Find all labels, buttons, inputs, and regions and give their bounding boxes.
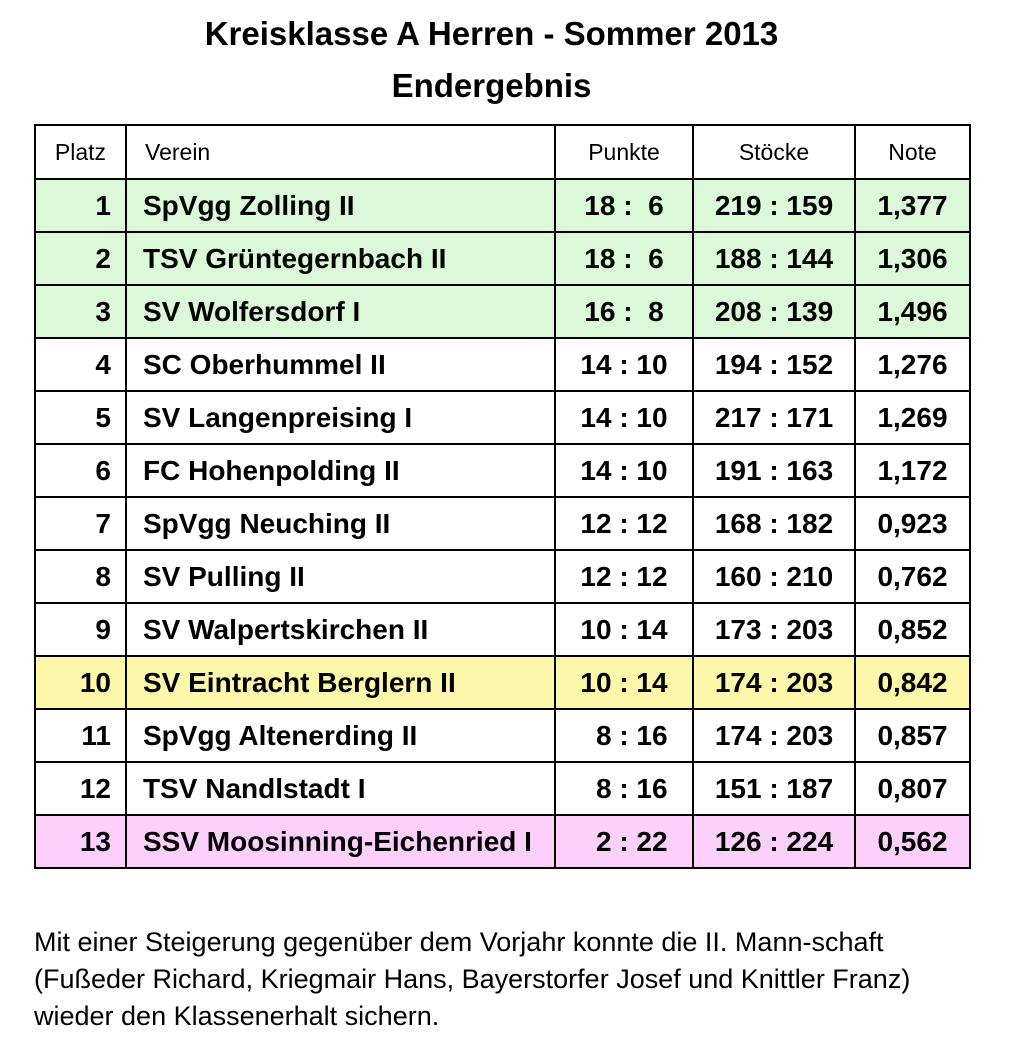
cell-verein: FC Hohenpolding II (126, 444, 555, 497)
cell-stoecke: 191 : 163 (693, 444, 855, 497)
table-row (35, 709, 970, 762)
cell-verein: SpVgg Zolling II (126, 179, 555, 232)
standings-table (34, 124, 971, 869)
table-row (35, 444, 970, 497)
cell-punkte: 18 : 6 (555, 232, 693, 285)
cell-stoecke: 168 : 182 (693, 497, 855, 550)
cell-platz: 12 (35, 762, 126, 815)
cell-platz: 6 (35, 444, 126, 497)
cell-verein: SpVgg Neuching II (126, 497, 555, 550)
cell-note: 1,496 (855, 285, 970, 338)
cell-platz: 8 (35, 550, 126, 603)
cell-note: 0,842 (855, 656, 970, 709)
cell-note: 0,852 (855, 603, 970, 656)
table-row (35, 815, 970, 868)
page-title: Kreisklasse A Herren - Sommer 2013 (204, 15, 779, 52)
cell-platz: 2 (35, 232, 126, 285)
cell-note: 1,172 (855, 444, 970, 497)
cell-stoecke: 208 : 139 (693, 285, 855, 338)
cell-stoecke: 188 : 144 (693, 232, 855, 285)
cell-platz: 4 (35, 338, 126, 391)
table-row (35, 179, 970, 232)
table-row (35, 656, 970, 709)
cell-stoecke: 126 : 224 (693, 815, 855, 868)
cell-note: 1,269 (855, 391, 970, 444)
header-platz: Platz (35, 125, 126, 179)
cell-platz: 10 (35, 656, 126, 709)
cell-platz: 11 (35, 709, 126, 762)
cell-platz: 9 (35, 603, 126, 656)
cell-note: 1,377 (855, 179, 970, 232)
table-row (35, 603, 970, 656)
cell-punkte: 10 : 14 (555, 603, 693, 656)
cell-punkte: 18 : 6 (555, 179, 693, 232)
cell-stoecke: 173 : 203 (693, 603, 855, 656)
cell-punkte: 12 : 12 (555, 550, 693, 603)
cell-punkte: 2 : 22 (555, 815, 693, 868)
footer-note: Mit einer Steigerung gegenüber dem Vorjahr konnte die II. Mann-schaft (Fußeder Richard, Kriegmair Hans, Bayerstorfer Josef und Knittler Franz) wieder den Klassenerhalt sichern. (34, 927, 911, 1031)
cell-note: 0,562 (855, 815, 970, 868)
cell-verein: SpVgg Altenerding II (126, 709, 555, 762)
header-punkte: Punkte (555, 125, 693, 179)
cell-stoecke: 160 : 210 (693, 550, 855, 603)
page-subtitle: Endergebnis (391, 67, 592, 104)
cell-platz: 3 (35, 285, 126, 338)
cell-punkte: 8 : 16 (555, 762, 693, 815)
cell-stoecke: 174 : 203 (693, 656, 855, 709)
cell-punkte: 14 : 10 (555, 391, 693, 444)
table-row (35, 550, 970, 603)
cell-stoecke: 194 : 152 (693, 338, 855, 391)
cell-note: 0,807 (855, 762, 970, 815)
header-note: Note (855, 125, 970, 179)
cell-verein: SV Pulling II (126, 550, 555, 603)
cell-punkte: 16 : 8 (555, 285, 693, 338)
cell-verein: TSV Nandlstadt I (126, 762, 555, 815)
table-row (35, 232, 970, 285)
cell-note: 0,762 (855, 550, 970, 603)
cell-verein: SV Wolfersdorf I (126, 285, 555, 338)
cell-stoecke: 174 : 203 (693, 709, 855, 762)
table-row (35, 338, 970, 391)
cell-verein: SSV Moosinning-Eichenried I (126, 815, 555, 868)
cell-stoecke: 219 : 159 (693, 179, 855, 232)
header-stoecke: Stöcke (693, 125, 855, 179)
table-row (35, 497, 970, 550)
cell-note: 0,923 (855, 497, 970, 550)
table-row (35, 285, 970, 338)
cell-platz: 13 (35, 815, 126, 868)
cell-punkte: 10 : 14 (555, 656, 693, 709)
cell-note: 1,276 (855, 338, 970, 391)
cell-verein: SV Walpertskirchen II (126, 603, 555, 656)
cell-platz: 7 (35, 497, 126, 550)
cell-verein: SV Eintracht Berglern II (126, 656, 555, 709)
table-header-row (35, 125, 970, 179)
cell-punkte: 8 : 16 (555, 709, 693, 762)
cell-note: 0,857 (855, 709, 970, 762)
cell-stoecke: 217 : 171 (693, 391, 855, 444)
cell-platz: 1 (35, 179, 126, 232)
table-row (35, 391, 970, 444)
cell-punkte: 14 : 10 (555, 444, 693, 497)
cell-verein: SV Langenpreising I (126, 391, 555, 444)
cell-platz: 5 (35, 391, 126, 444)
cell-punkte: 12 : 12 (555, 497, 693, 550)
cell-verein: SC Oberhummel II (126, 338, 555, 391)
cell-stoecke: 151 : 187 (693, 762, 855, 815)
table-row (35, 762, 970, 815)
cell-note: 1,306 (855, 232, 970, 285)
cell-punkte: 14 : 10 (555, 338, 693, 391)
cell-verein: TSV Grüntegernbach II (126, 232, 555, 285)
header-verein: Verein (126, 125, 555, 179)
